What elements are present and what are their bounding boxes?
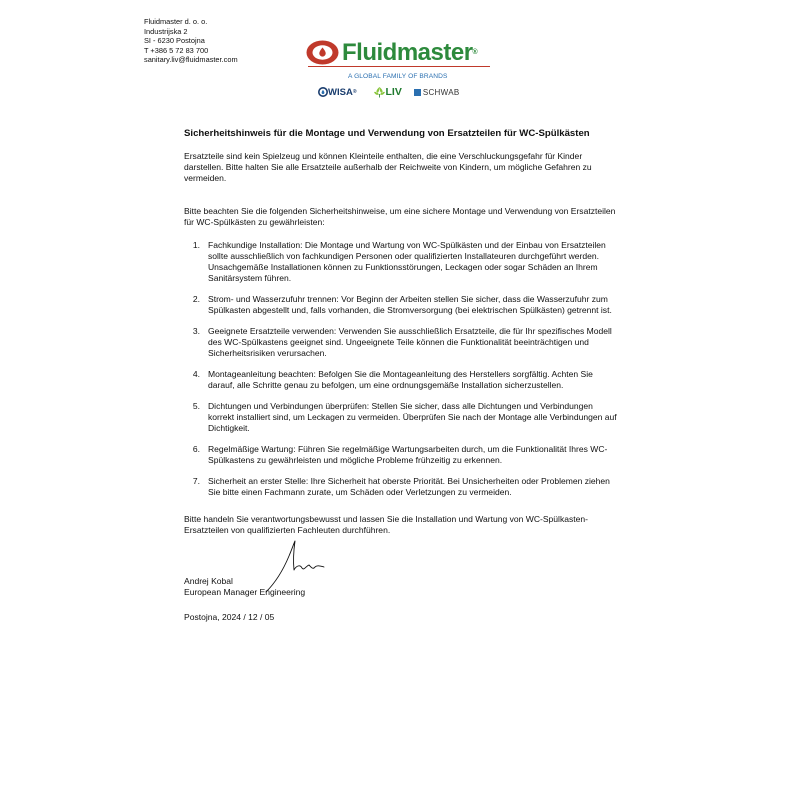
document-body	[184, 128, 618, 623]
brand-liv	[373, 86, 402, 98]
list-item-number: 7.	[192, 476, 200, 486]
list-item-text: Geeignete Ersatzteile verwenden: Verwenden Sie ausschließlich Ersatzteile, die für Ihr spezifisches Modell des WC-Spülkastens geeignet sind. Ungeeignete Teile können die Funktionalität beeinträchtigen und Sicherheitsrisiken verursachen.	[208, 326, 612, 358]
safety-list	[184, 240, 618, 498]
fluidmaster-mark-icon	[306, 40, 339, 65]
liv-leaf-icon	[373, 86, 386, 98]
intro-paragraph: Ersatzteile sind kein Spielzeug und können Kleinteile enthalten, die eine Verschluckungsgefahr für Kinder darstellen. Bitte halten Sie alle Ersatzteile außerhalb der Reichweite von Kindern, um mögliche Gefahren zu vermeiden.	[184, 151, 592, 183]
brand-wisa	[318, 87, 357, 98]
list-item-text: Sicherheit an erster Stelle: Ihre Sicherheit hat oberste Priorität. Bei Unsicherheiten oder Problemen ziehen Sie bitte einen Fachmann zurate, um Schäden oder Verletzungen zu vermeiden.	[208, 476, 610, 497]
signer-role: European Manager Engineering	[184, 587, 306, 597]
schwab-square-icon	[414, 89, 421, 96]
brand-tagline: A GLOBAL FAMILY OF BRANDS	[348, 73, 448, 80]
sub-brands	[318, 86, 459, 98]
list-item-number: 2.	[192, 294, 200, 304]
logo-underline	[308, 66, 490, 67]
list-item-number: 4.	[192, 369, 200, 379]
list-item-number: 3.	[192, 326, 200, 336]
handwritten-signature	[262, 538, 342, 594]
list-item-text: Montageanleitung beachten: Befolgen Sie die Montageanleitung des Herstellers sorgfältig. Achten Sie darauf, alle Schritte genau zu befolgen, um eine ordnungsgemäße Installation sicherzustellen.	[208, 369, 593, 390]
signer-name: Andrej Kobal	[184, 576, 233, 586]
list-item-text: Strom- und Wasserzufuhr trennen: Vor Beginn der Arbeiten stellen Sie sicher, dass die Wasserzufuhr zum Spülkasten abgestellt und, falls vorhanden, die Stromversorgung (bei elektrischen Spülkästen) getrennt ist.	[208, 294, 612, 315]
place-and-date: Postojna, 2024 / 12 / 05	[184, 612, 275, 622]
sender-city: SI - 6230 Postojna	[144, 36, 205, 46]
list-item	[184, 476, 618, 498]
list-item-text: Dichtungen und Verbindungen überprüfen: Stellen Sie sicher, dass alle Dichtungen und Verbindungen korrekt installiert sind, um Leckagen zu vermeiden. Überprüfen Sie nach der Montage alle Verbindungen auf Dichtigkeit.	[208, 401, 617, 433]
list-item	[184, 240, 618, 284]
company-logo	[306, 40, 506, 102]
list-item	[184, 294, 618, 316]
list-item-text: Regelmäßige Wartung: Führen Sie regelmäßige Wartungsarbeiten durch, um die Funktionalität Ihres WC-Spülkastens zu gewährleisten und mögliche Probleme frühzeitig zu erkennen.	[208, 444, 608, 465]
sender-company: Fluidmaster d. o. o.	[144, 17, 208, 26]
brand-liv-label: LIV	[385, 86, 402, 98]
lead-paragraph: Bitte beachten Sie die folgenden Sicherheitshinweise, um eine sichere Montage und Verwendung von Ersatzteilen für WC-Spülkästen zu gewährleisten:	[184, 206, 616, 227]
brand-schwab	[414, 88, 460, 97]
signature-block	[184, 576, 618, 623]
registered-mark: ®	[472, 49, 478, 56]
brand-wisa-label: WISA	[328, 86, 353, 98]
document-title: Sicherheitshinweis für die Montage und Verwendung von Ersatzteilen für WC-Spülkästen	[184, 128, 590, 139]
list-item-number: 6.	[192, 444, 200, 454]
sender-phone: T +386 5 72 83 700	[144, 45, 209, 55]
sender-address	[144, 17, 238, 65]
list-item	[184, 444, 618, 466]
brand-wordmark	[342, 40, 477, 65]
brand-schwab-label: SCHWAB	[422, 87, 460, 97]
wisa-registered-mark: ®	[352, 89, 357, 95]
sender-email: sanitary.liv@fluidmaster.com	[144, 55, 238, 65]
closing-paragraph: Bitte handeln Sie verantwortungsbewusst und lassen Sie die Installation und Wartung von WC-Spülkasten-Ersatzteilen von qualifizierten Fachleuten durchführen.	[184, 514, 588, 535]
list-item	[184, 401, 618, 434]
sender-street: Industrijska 2	[144, 26, 188, 36]
list-item	[184, 369, 618, 391]
list-item-number: 1.	[192, 240, 200, 250]
list-item-number: 5.	[192, 401, 200, 411]
list-item-text: Fachkundige Installation: Die Montage und Wartung von WC-Spülkästen und der Einbau von Ersatzteilen sollte ausschließlich von fachkundigen Personen oder qualifizierten Installateuren durchgeführt werden. Unsachgemäße Installationen können zu Funktionsstörungen, Leckagen oder sogar Schäden an Ihrem Sanitärsystem führen.	[208, 240, 606, 283]
brand-name: Fluidmaster	[342, 39, 473, 66]
list-item	[184, 326, 618, 359]
wisa-icon	[318, 87, 328, 97]
